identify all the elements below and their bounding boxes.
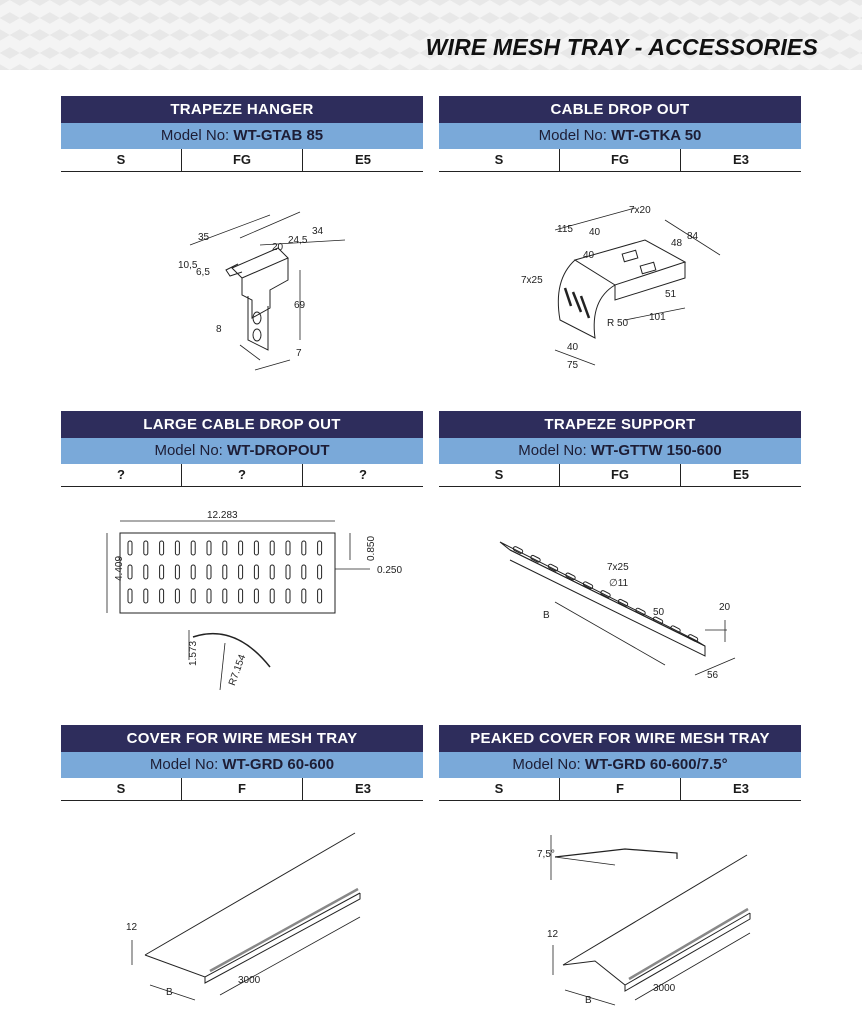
dimension-label: 0.850: [366, 535, 377, 561]
finish-option: E3: [733, 781, 749, 796]
finish-option: E5: [733, 467, 749, 482]
model-number: WT-GRD 60-600: [222, 756, 335, 773]
product-cable-drop-out: [439, 96, 801, 172]
slot-hole: [318, 541, 322, 555]
finish-row: [439, 149, 801, 172]
finish-option: S: [439, 778, 560, 800]
slot-hole: [160, 565, 164, 579]
slot-hole: [239, 541, 243, 555]
dimension-label: 50: [653, 607, 665, 618]
slot-hole: [175, 541, 179, 555]
slot-hole: [302, 589, 306, 603]
dimension-label: 115: [557, 224, 573, 235]
slot-hole: [270, 565, 274, 579]
rail-slot: [670, 625, 681, 633]
product-model: Model No: WT-DROPOUT: [61, 438, 423, 464]
dimension-label: B: [166, 987, 173, 998]
finish-option: FG: [182, 149, 303, 171]
slot-hole: [270, 541, 274, 555]
finish-option: FG: [560, 149, 681, 171]
rail-slot: [513, 546, 524, 554]
slot-hole: [286, 565, 290, 579]
dimension-label: 7: [296, 348, 302, 359]
dimension-label: 40: [583, 250, 595, 261]
dimension-label: 84: [687, 231, 699, 242]
slot-hole: [318, 589, 322, 603]
slot-grid: [128, 541, 322, 603]
dimension-label: 7x25: [607, 562, 629, 573]
finish-row: [61, 778, 423, 801]
dimension-label: 7x25: [521, 275, 543, 286]
dimension-label: R 50: [607, 318, 629, 329]
slot-hole: [302, 565, 306, 579]
slot-hole: [175, 565, 179, 579]
slot-hole: [207, 589, 211, 603]
product-model: Model No: WT-GTAB 85: [61, 123, 423, 149]
dimension-label: 35: [198, 232, 210, 243]
product-trapeze-support: [439, 411, 801, 487]
slot-hole: [254, 589, 258, 603]
dimension-label: 101: [649, 312, 666, 323]
finish-row: [61, 149, 423, 172]
model-number: WT-GTTW 150-600: [590, 442, 722, 459]
dimension-label: 7,5°: [537, 849, 555, 860]
dimension-label: 34: [312, 226, 324, 237]
product-model: Model No: WT-GTKA 50: [439, 123, 801, 149]
model-number: WT-DROPOUT: [227, 442, 330, 459]
product-trapeze-hanger: [61, 96, 423, 172]
slot-hole: [254, 565, 258, 579]
dimension-label: 12.283: [207, 510, 238, 521]
peaked-cover-drawing: [525, 825, 765, 1015]
product-title: CABLE DROP OUT: [439, 96, 801, 123]
page-title: WIRE MESH TRAY - ACCESSORIES: [425, 34, 818, 60]
dimension-label: 40: [567, 342, 579, 353]
dimension-label: R7.154: [226, 653, 249, 688]
dimension-label: 4.409: [114, 555, 125, 581]
model-number: WT-GTKA 50: [611, 127, 702, 144]
slot-hole: [207, 565, 211, 579]
slot-hole: [191, 589, 195, 603]
rail-slot: [548, 564, 559, 572]
finish-option: ?: [182, 464, 303, 486]
dimension-label: 12: [126, 922, 138, 933]
trapeze-hanger-drawing: [160, 200, 360, 385]
finish-option: S: [439, 464, 560, 486]
product-title: LARGE CABLE DROP OUT: [61, 411, 423, 438]
finish-row: [439, 464, 801, 487]
finish-option: F: [182, 778, 303, 800]
dimension-label: 8: [216, 324, 222, 335]
finish-option: ?: [359, 467, 367, 482]
slot-hole: [223, 589, 227, 603]
slot-hole: [128, 565, 132, 579]
rail-slot: [688, 634, 699, 642]
slot-hole: [254, 541, 258, 555]
trapeze-support-drawing: [495, 530, 755, 695]
slot-hole: [270, 589, 274, 603]
cover-drawing: [110, 825, 370, 1010]
dimension-label: 3000: [653, 983, 676, 994]
product-title: TRAPEZE SUPPORT: [439, 411, 801, 438]
rail-slot: [530, 555, 541, 563]
dimension-label: B: [543, 610, 550, 621]
cable-drop-out-drawing: [515, 200, 735, 385]
finish-row: [61, 464, 423, 487]
dimension-label: 20: [719, 602, 731, 613]
dimension-label: 56: [707, 670, 719, 681]
rail-slot-row: [513, 546, 699, 642]
finish-option: S: [61, 778, 182, 800]
slot-hole: [144, 565, 148, 579]
slot-hole: [286, 589, 290, 603]
finish-option: S: [61, 149, 182, 171]
slot-hole: [144, 589, 148, 603]
finish-option: FG: [560, 464, 681, 486]
slot-hole: [207, 541, 211, 555]
slot-hole: [191, 541, 195, 555]
finish-option: E3: [733, 152, 749, 167]
dimension-label: 7x20: [629, 205, 651, 216]
finish-option: F: [560, 778, 681, 800]
dimension-label: 12: [547, 929, 559, 940]
finish-option: S: [439, 149, 560, 171]
slot-hole: [144, 541, 148, 555]
dimension-label: B: [585, 995, 592, 1006]
dimension-label: 48: [671, 238, 683, 249]
slot-hole: [191, 565, 195, 579]
finish-option: ?: [61, 464, 182, 486]
dimension-label: 1.573: [188, 640, 199, 666]
dimension-label: 51: [665, 289, 677, 300]
slot-hole: [239, 589, 243, 603]
large-cable-drop-out-drawing: [95, 505, 415, 700]
model-number: WT-GTAB 85: [233, 127, 324, 144]
dimension-label: 0.250: [377, 565, 403, 576]
slot-hole: [160, 589, 164, 603]
dimension-label: 24,5: [288, 235, 308, 246]
dimension-label: 10,5: [178, 260, 198, 271]
dimension-label: 69: [294, 300, 306, 311]
product-model: Model No: WT-GRD 60-600/7.5°: [439, 752, 801, 778]
dimension-label: 40: [589, 227, 601, 238]
slot-hole: [239, 565, 243, 579]
dimension-label: 3000: [238, 975, 261, 986]
product-cover-for-wire-mesh-tray: [61, 725, 423, 801]
product-model: Model No: WT-GRD 60-600: [61, 752, 423, 778]
slot-hole: [175, 589, 179, 603]
dimension-label: ∅11: [609, 578, 629, 589]
product-model: Model No: WT-GTTW 150-600: [439, 438, 801, 464]
finish-option: E3: [355, 781, 371, 796]
dimension-label: 6,5: [196, 267, 210, 278]
slot-hole: [286, 541, 290, 555]
slot-hole: [223, 541, 227, 555]
slot-hole: [302, 541, 306, 555]
product-title: COVER FOR WIRE MESH TRAY: [61, 725, 423, 752]
product-large-cable-drop-out: [61, 411, 423, 487]
slot-hole: [128, 589, 132, 603]
product-peaked-cover-for-wire-mesh-tray: [439, 725, 801, 801]
product-title: PEAKED COVER FOR WIRE MESH TRAY: [439, 725, 801, 752]
product-title: TRAPEZE HANGER: [61, 96, 423, 123]
finish-row: [439, 778, 801, 801]
model-number: WT-GRD 60-600/7.5°: [584, 756, 728, 773]
slot-hole: [318, 565, 322, 579]
dimension-label: 75: [567, 360, 579, 371]
slot-hole: [223, 565, 227, 579]
slot-hole: [128, 541, 132, 555]
finish-option: E5: [355, 152, 371, 167]
dimension-label: 20: [272, 242, 284, 253]
slot-hole: [160, 541, 164, 555]
